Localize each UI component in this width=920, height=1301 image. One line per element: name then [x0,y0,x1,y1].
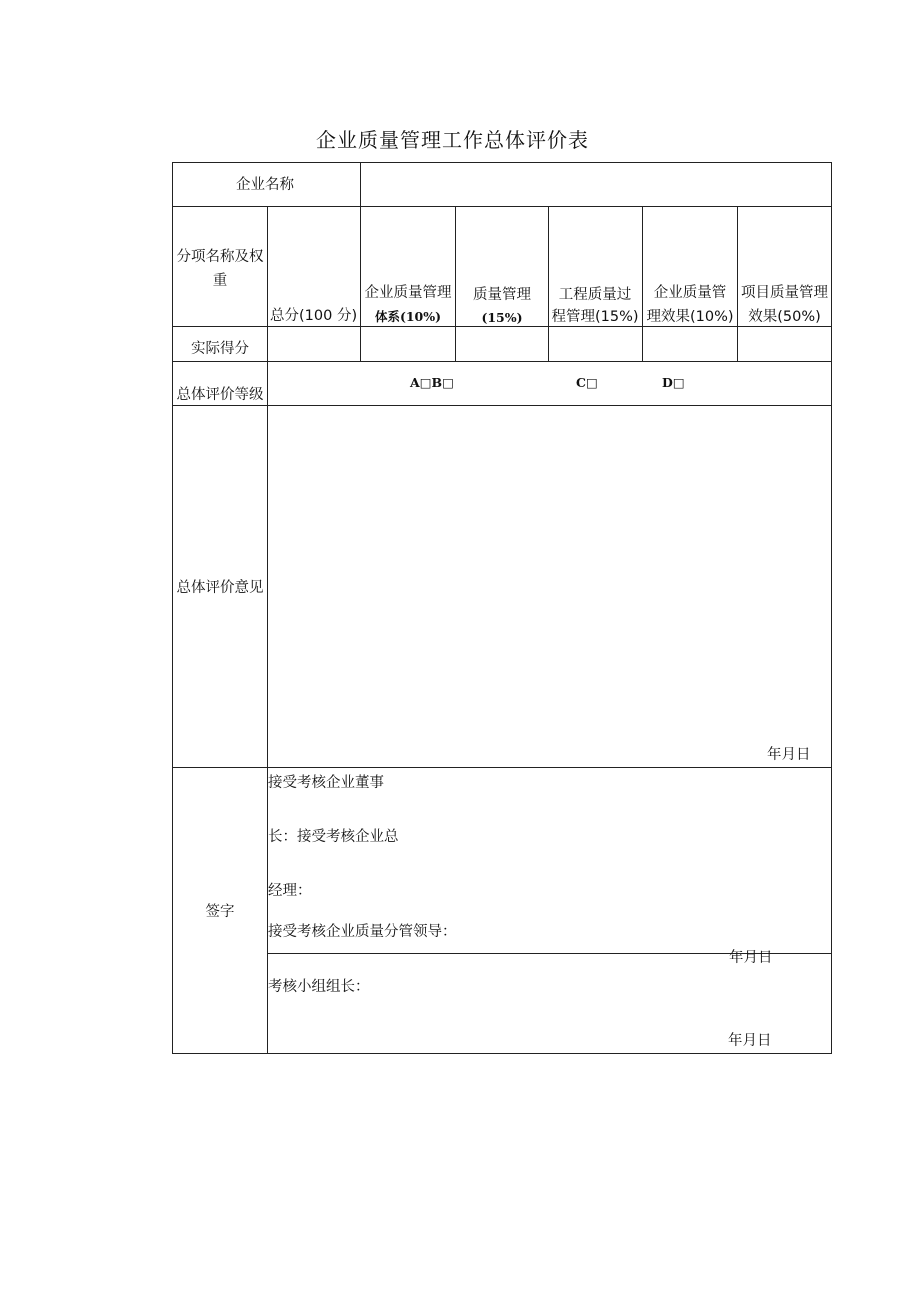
grade-label: 总体评价等级 [176,387,264,403]
process-header-line1: 工程质量过 [558,287,632,303]
signature-date-clipped: 年月日 [729,950,773,966]
effect-header-line2: 理效果(10%) [646,309,734,325]
opinion-date: 年月日 [767,747,811,763]
item-weight-label-line2: 重 [212,273,228,289]
grade-option-ab[interactable]: A□B□ [410,375,454,390]
opinion-label: 总体评价意见 [176,580,264,596]
table-border-bottom [172,1053,832,1054]
table-rule [172,206,832,207]
table-border-top [172,162,832,163]
table-rule [172,767,832,768]
project-header-line2: 效果(50%) [748,309,821,325]
grade-option-c[interactable]: C□ [576,375,598,390]
system-header-line1: 企业质量管理 [364,285,452,301]
effect-header-line1: 企业质量管 [653,285,727,301]
process-header-line2: 程管理(15%) [551,309,639,325]
signature-line-group-leader: 考核小组组长： [268,979,370,995]
total-score-header: 总分(100 分) [270,308,358,324]
item-weight-label-line1: 分项名称及权 [176,249,264,265]
quality-header-line2: (15%) [481,310,523,325]
page-title: 企业质量管理工作总体评价表 [316,128,589,152]
table-rule [172,361,832,362]
signature-line-general-manager: 长：接受考核企业总 [268,829,399,845]
signature-line-quality-leader: 接受考核企业质量分管领导： [268,924,457,940]
signature-line-manager: 经理： [268,883,312,899]
table-rule [360,162,361,361]
actual-score-label: 实际得分 [191,341,249,357]
system-header-line2: 体系(10%) [374,309,442,324]
grade-option-d[interactable]: D□ [662,375,685,390]
signature-label: 签字 [205,904,235,920]
table-rule [172,405,832,406]
project-header-line1: 项目质量管理 [741,285,828,301]
company-name-label: 企业名称 [236,177,294,193]
quality-header-line1: 质量管理 [473,287,531,303]
signature-date: 年月日 [728,1033,772,1049]
signature-line-chairman: 接受考核企业董事 [268,775,384,791]
